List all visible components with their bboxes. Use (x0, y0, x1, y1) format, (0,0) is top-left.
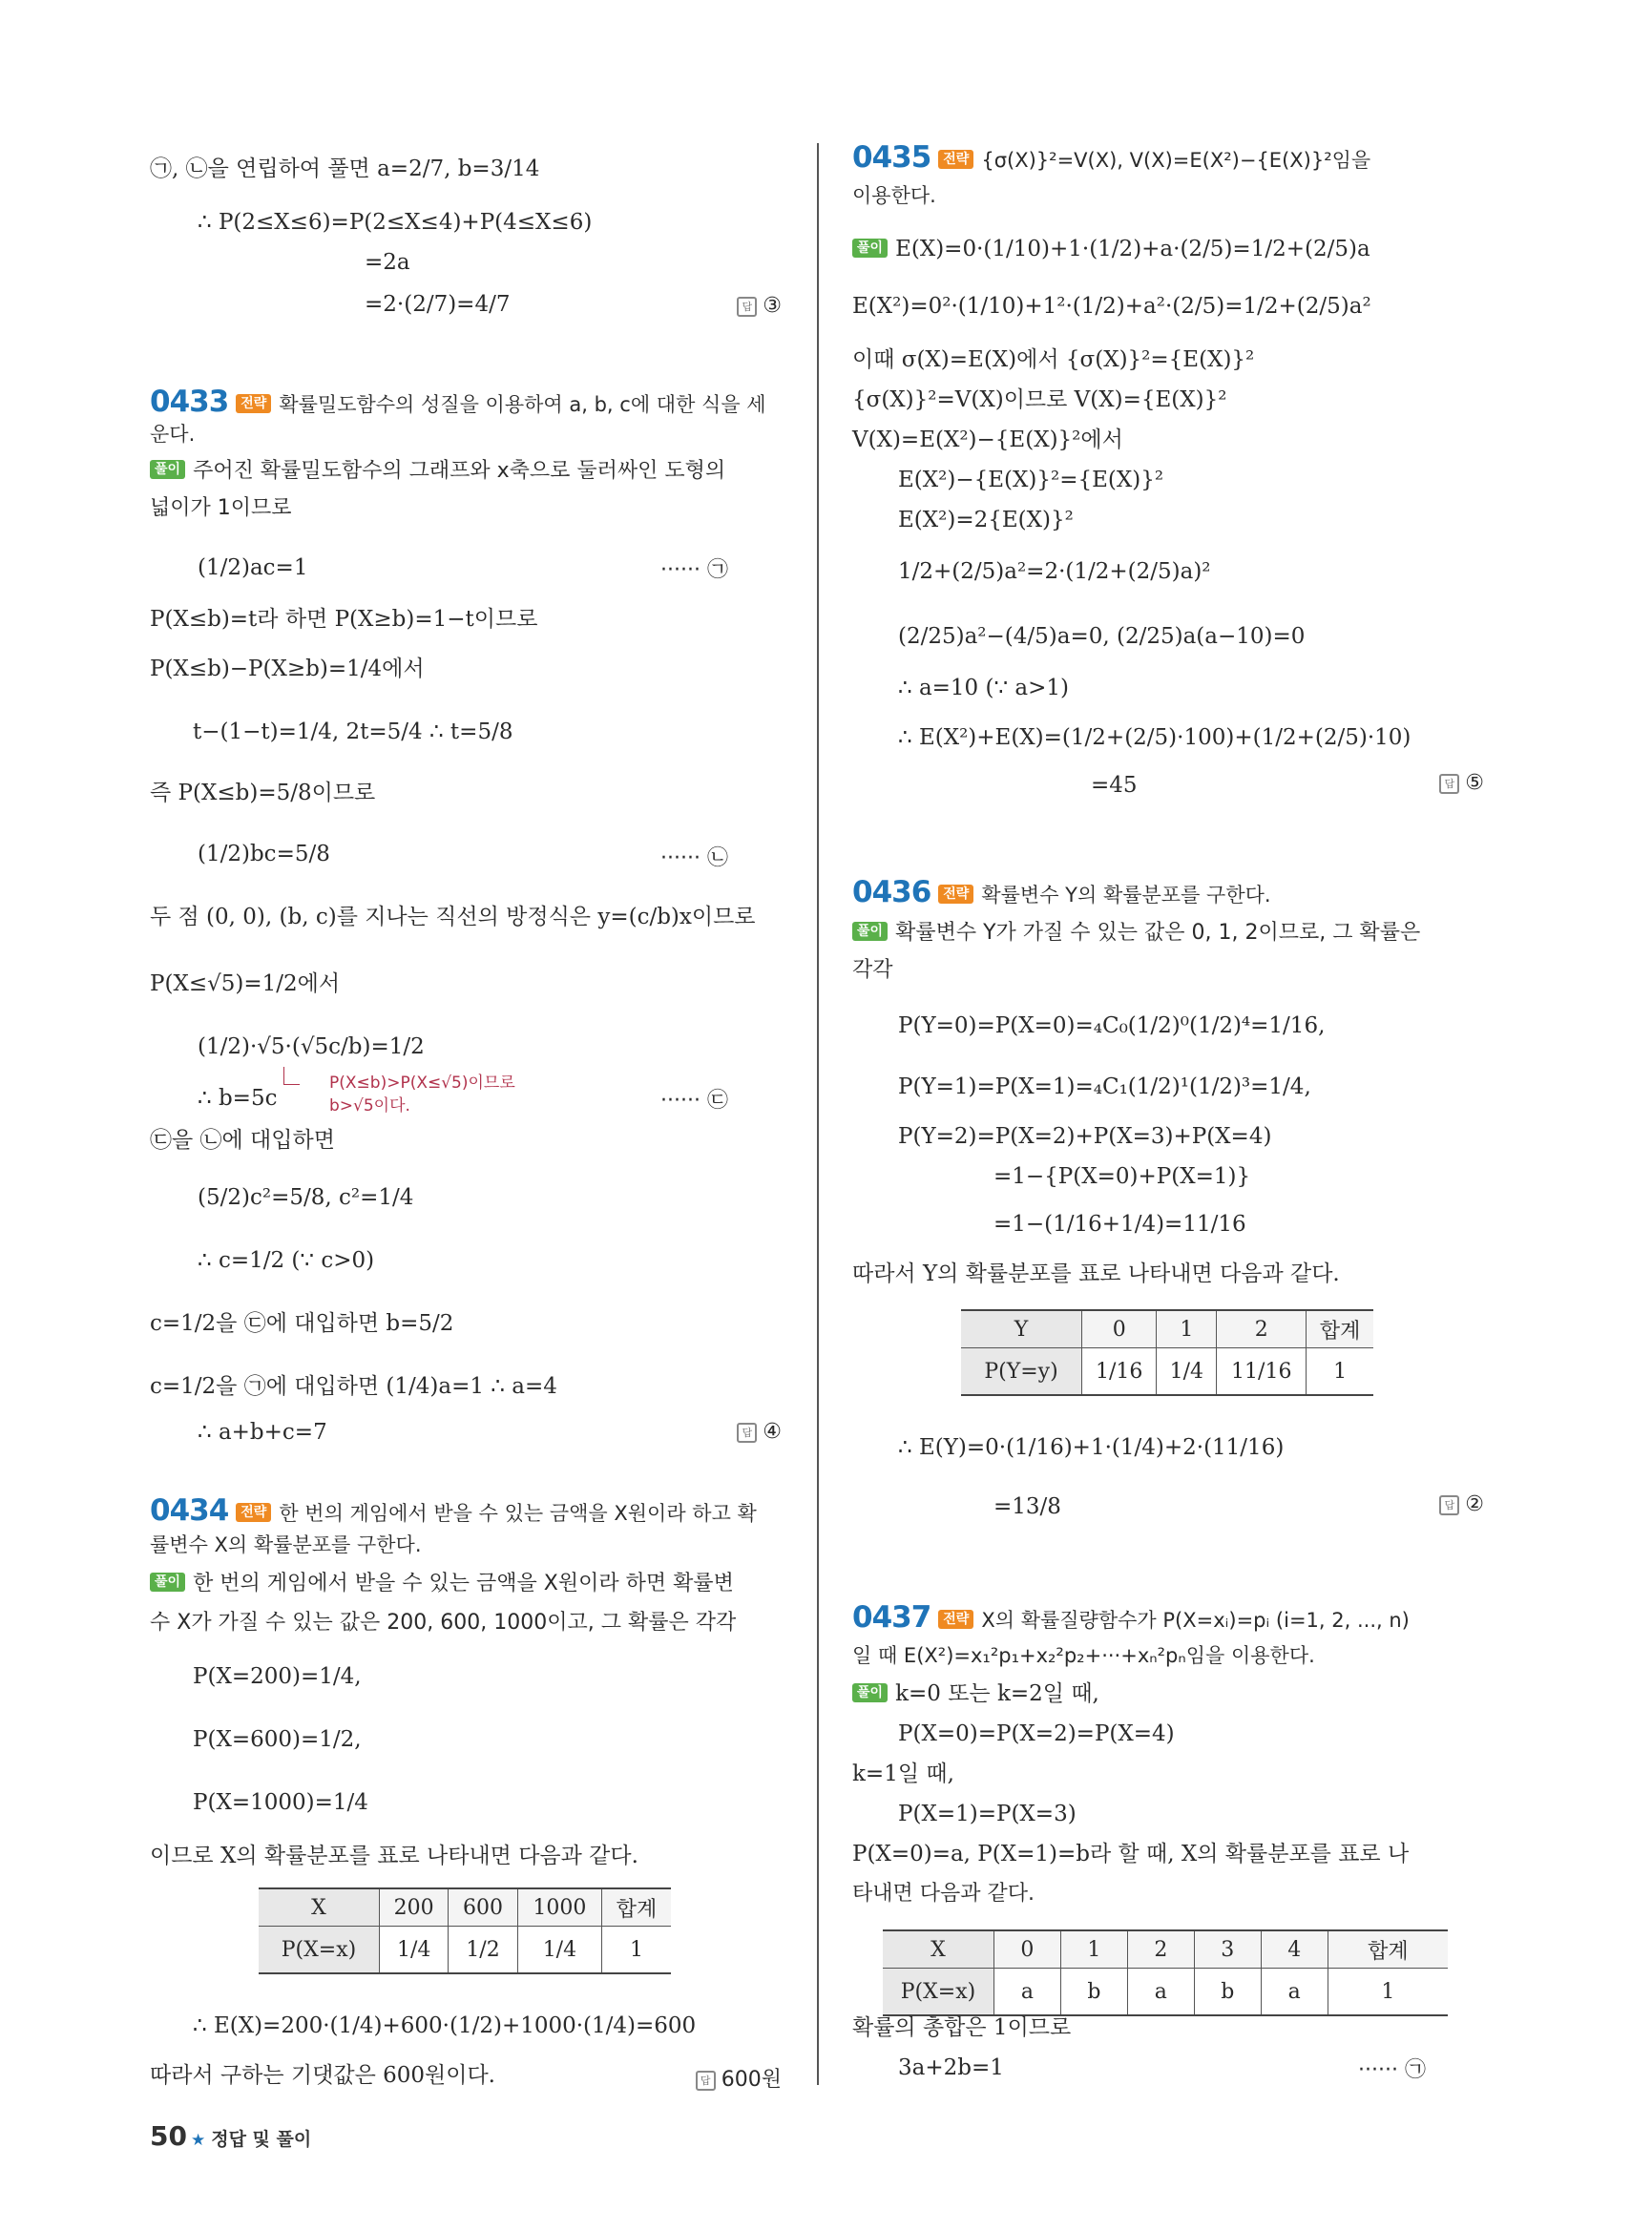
solution-line: 각각 (852, 958, 893, 982)
strategy-tag: 전략 (938, 1610, 973, 1629)
solution-intro: 풀이 E(X)=0·(1/10)+1·(1/2)+a·(2/5)=1/2+(2/5)a (852, 235, 1370, 263)
table-cell: 합계 (602, 1888, 671, 1927)
table-cell: 1 (602, 1927, 671, 1974)
table-cell: 1 (1060, 1930, 1127, 1969)
answer-0432: 답 ③ (737, 294, 782, 318)
strategy-text: 확률변수 Y의 확률분포를 구한다. (981, 884, 1271, 907)
solution-line: ∴ E(X²)+E(X)=(1/2+(2/5)·100)+(1/2+(2/5)·10) (898, 725, 1412, 750)
table-cell: P(X=x) (883, 1969, 994, 2016)
footer-title: 정답 및 풀이 (211, 2129, 312, 2150)
page-number: 50 (150, 2120, 187, 2152)
problem-number: 0435 (852, 140, 931, 175)
solution-intro: 풀이 k=0 또는 k=2일 때, (852, 1679, 1099, 1708)
solution-line: P(X≤b)=t라 하면 P(X≥b)=1−t이므로 (150, 607, 538, 632)
table-cell: 600 (449, 1888, 517, 1927)
solution-line: =1−{P(X=0)+P(X=1)} (993, 1164, 1251, 1189)
table-cell: 4 (1261, 1930, 1328, 1969)
solution-line: V(X)=E(X²)−{E(X)}²에서 (852, 427, 1123, 452)
solution-line: (2/25)a²−(4/5)a=0, (2/25)a(a−10)=0 (898, 624, 1306, 649)
solution-line: (1/2)bc=5/8 (198, 842, 330, 866)
solution-line: t−(1−t)=1/4, 2t=5/4 ∴ t=5/8 (193, 719, 513, 744)
solution-intro: 풀이 한 번의 게임에서 받을 수 있는 금액을 X원이라 하면 확률변 (150, 1569, 734, 1598)
table-row (883, 1969, 1448, 2016)
table-cell: X (883, 1930, 994, 1969)
answer-box-icon: 답 (1439, 774, 1459, 794)
solution-line: P(X≤b)−P(X≥b)=1/4에서 (150, 657, 425, 681)
solution-line: ∴ b=5c (198, 1086, 278, 1111)
equation-mark: ······ ㉡ (660, 846, 728, 870)
table-cell: a (1261, 1969, 1328, 2016)
solution-line: ∴ a+b+c=7 (198, 1420, 327, 1445)
table-cell: 1/16 (1082, 1348, 1157, 1396)
strategy-text: 운다. (150, 423, 196, 446)
table-cell: 2 (1217, 1310, 1307, 1348)
table-cell: a (1127, 1969, 1194, 2016)
solution-line: =2a (365, 250, 410, 275)
table-cell: 합계 (1307, 1310, 1373, 1348)
table-cell: a (994, 1969, 1061, 2016)
solution-line: P(Y=1)=P(X=1)=₄C₁(1/2)¹(1/2)³=1/4, (898, 1074, 1311, 1099)
column-divider (817, 143, 819, 2085)
solution-line: 이때 σ(X)=E(X)에서 {σ(X)}²={E(X)}² (852, 347, 1255, 372)
solution-intro: 풀이 주어진 확률밀도함수의 그래프와 x축으로 둘러싸인 도형의 (150, 456, 725, 486)
strategy-text: 일 때 E(X²)=x₁²p₁+x₂²p₂+···+xₙ²pₙ임을 이용한다. (852, 1644, 1315, 1667)
table-cell: 1 (1157, 1310, 1217, 1348)
table-cell: b (1194, 1969, 1261, 2016)
answer-box-icon: 답 (737, 297, 757, 317)
solution-line: {σ(X)}²=V(X)이므로 V(X)={E(X)}² (852, 387, 1227, 412)
solution-line: 두 점 (0, 0), (b, c)를 지나는 직선의 방정식은 y=(c/b)x이므로 (150, 905, 756, 929)
note-text: P(X≤b)>P(X≤√5)이므로 (329, 1074, 515, 1093)
solution-line: =1−(1/16+1/4)=11/16 (993, 1212, 1246, 1237)
strategy-text: X의 확률질량함수가 P(X=xᵢ)=pᵢ (i=1, 2, ..., n) (981, 1609, 1410, 1632)
answer-0433: 답 ④ (737, 1420, 782, 1444)
problem-number: 0433 (150, 385, 229, 419)
solution-line: (1/2)ac=1 (198, 555, 308, 580)
solution-line: c=1/2을 ㉠에 대입하면 (1/4)a=1 ∴ a=4 (150, 1374, 557, 1399)
table-cell: 1 (1328, 1969, 1448, 2016)
solution-line: 수 X가 가질 수 있는 값은 200, 600, 1000이고, 그 확률은 각각 (150, 1611, 737, 1635)
table-row (961, 1348, 1373, 1396)
solution-line: 즉 P(X≤b)=5/8이므로 (150, 781, 376, 805)
solution-line: 이므로 X의 확률분포를 표로 나타내면 다음과 같다. (150, 1844, 638, 1868)
solution-line: 확률의 총합은 1이므로 (852, 2015, 1072, 2040)
strategy-tag: 전략 (938, 885, 973, 904)
solution-line: P(X=200)=1/4, (193, 1664, 362, 1689)
solution-line: P(X=1000)=1/4 (193, 1790, 368, 1815)
table-cell: P(X=x) (259, 1927, 380, 1974)
solution-line: ∴ E(Y)=0·(1/16)+1·(1/4)+2·(11/16) (898, 1435, 1285, 1460)
solution-line: P(X=1)=P(X=3) (898, 1802, 1077, 1826)
strategy-text: 확률밀도함수의 성질을 이용하여 a, b, c에 대한 식을 세 (279, 393, 766, 416)
strategy-tag: 전략 (236, 394, 271, 413)
distribution-table-x (259, 1887, 671, 1974)
page-footer (150, 2120, 311, 2152)
solution-line: E(X²)=0²·(1/10)+1²·(1/2)+a²·(2/5)=1/2+(2/5)a² (852, 294, 1371, 319)
solution-line: =13/8 (993, 1494, 1061, 1519)
solution-line: k=1일 때, (852, 1762, 954, 1786)
problem-header-0433 (150, 387, 766, 419)
strategy-text: {σ(X)}²=V(X), V(X)=E(X²)−{E(X)}²임을 (981, 149, 1371, 172)
solution-line: c=1/2을 ㉢에 대입하면 b=5/2 (150, 1311, 454, 1336)
solution-line: P(Y=0)=P(X=0)=₄C₀(1/2)⁰(1/2)⁴=1/16, (898, 1013, 1326, 1038)
solution-line: =45 (1091, 773, 1138, 798)
equation-mark: ······ ㉠ (1358, 2058, 1426, 2082)
table-cell: 1/4 (380, 1927, 449, 1974)
solution-tag: 풀이 (852, 922, 888, 941)
solution-line: P(Y=2)=P(X=2)+P(X=3)+P(X=4) (898, 1124, 1272, 1149)
table-cell: 합계 (1328, 1930, 1448, 1969)
solution-line: =2·(2/7)=4/7 (365, 292, 511, 317)
problem-number: 0437 (852, 1600, 931, 1635)
distribution-table-x-0437 (883, 1929, 1448, 2016)
solution-line: E(X²)−{E(X)}²={E(X)}² (898, 468, 1164, 492)
solution-tag: 풀이 (150, 1573, 185, 1592)
solution-line: P(X=0)=P(X=2)=P(X=4) (898, 1721, 1175, 1746)
table-cell: 1/4 (1157, 1348, 1217, 1396)
problem-number: 0436 (852, 875, 931, 909)
solution-line: P(X=600)=1/2, (193, 1727, 362, 1752)
table-cell: 3 (1194, 1930, 1261, 1969)
table-cell: Y (961, 1310, 1082, 1348)
solution-line: P(X=0)=a, P(X=1)=b라 할 때, X의 확률분포를 표로 나 (852, 1842, 1410, 1866)
solution-line: ㉠, ㉡을 연립하여 풀면 a=2/7, b=3/14 (150, 156, 540, 181)
table-cell: 2 (1127, 1930, 1194, 1969)
solution-line: 1/2+(2/5)a²=2·(1/2+(2/5)a)² (898, 559, 1211, 584)
solution-line: 따라서 구하는 기댓값은 600원이다. (150, 2063, 495, 2088)
solution-tag: 풀이 (852, 1683, 888, 1702)
solution-line: 3a+2b=1 (898, 2055, 1004, 2080)
star-icon: ★ (190, 2131, 206, 2150)
solution-line: ∴ c=1/2 (∵ c>0) (198, 1248, 375, 1273)
table-header-row (259, 1888, 671, 1927)
strategy-text: 이용한다. (852, 184, 936, 207)
table-cell: 0 (1082, 1310, 1157, 1348)
solution-line: (5/2)c²=5/8, c²=1/4 (198, 1185, 414, 1210)
problem-number: 0434 (150, 1493, 229, 1528)
table-cell: 0 (994, 1930, 1061, 1969)
solution-line: 넓이가 1이므로 (150, 496, 292, 520)
solution-line: ㉢을 ㉡에 대입하면 (150, 1128, 335, 1153)
table-header-row (883, 1930, 1448, 1969)
solution-intro: 풀이 확률변수 Y가 가질 수 있는 값은 0, 1, 2이므로, 그 확률은 (852, 918, 1420, 948)
problem-header-0435 (852, 140, 1371, 175)
answer-0436: 답 ② (1439, 1492, 1484, 1516)
equation-mark: ······ ㉠ (660, 558, 728, 582)
strategy-text: 률변수 X의 확률분포를 구한다. (150, 1533, 422, 1556)
solution-line: 타내면 다음과 같다. (852, 1882, 1035, 1906)
answer-box-icon: 답 (737, 1423, 757, 1443)
solution-line: E(X²)=2{E(X)}² (898, 508, 1074, 532)
table-cell: 11/16 (1217, 1348, 1307, 1396)
solution-line: ∴ a=10 (∵ a>1) (898, 676, 1070, 700)
table-cell: 1/2 (449, 1927, 517, 1974)
answer-0435: 답 ⑤ (1439, 771, 1484, 795)
distribution-table-y (961, 1309, 1373, 1396)
solution-tag: 풀이 (150, 460, 185, 479)
problem-header-0436 (852, 875, 1271, 909)
table-cell: 1 (1307, 1348, 1373, 1396)
table-header-row (961, 1310, 1373, 1348)
table-cell: 200 (380, 1888, 449, 1927)
problem-header-0434 (150, 1493, 757, 1528)
answer-box-icon: 답 (1439, 1495, 1459, 1515)
table-cell: b (1060, 1969, 1127, 2016)
solution-line: P(X≤√5)=1/2에서 (150, 971, 341, 996)
table-row (259, 1927, 671, 1974)
table-cell: 1000 (517, 1888, 601, 1927)
solution-tag: 풀이 (852, 239, 888, 258)
strategy-tag: 전략 (236, 1503, 271, 1522)
solution-line: ∴ E(X)=200·(1/4)+600·(1/2)+1000·(1/4)=600 (193, 2013, 697, 2038)
solution-line: (1/2)·√5·(√5c/b)=1/2 (198, 1034, 425, 1059)
equation-mark: ······ ㉢ (660, 1089, 728, 1113)
table-cell: 1/4 (517, 1927, 601, 1974)
answer-box-icon: 답 (696, 2071, 716, 2091)
solution-line: 따라서 Y의 확률분포를 표로 나타내면 다음과 같다. (852, 1261, 1340, 1286)
solution-line: ∴ P(2≤X≤6)=P(2≤X≤4)+P(4≤X≤6) (198, 210, 593, 235)
note-connector (283, 1067, 300, 1085)
note-text: b>√5이다. (329, 1096, 410, 1116)
table-cell: X (259, 1888, 380, 1927)
problem-header-0437 (852, 1600, 1410, 1635)
strategy-text: 한 번의 게임에서 받을 수 있는 금액을 X원이라 하고 확 (279, 1502, 757, 1525)
table-cell: P(Y=y) (961, 1348, 1082, 1396)
strategy-tag: 전략 (938, 150, 973, 169)
answer-0434: 답 600원 (696, 2063, 782, 2093)
